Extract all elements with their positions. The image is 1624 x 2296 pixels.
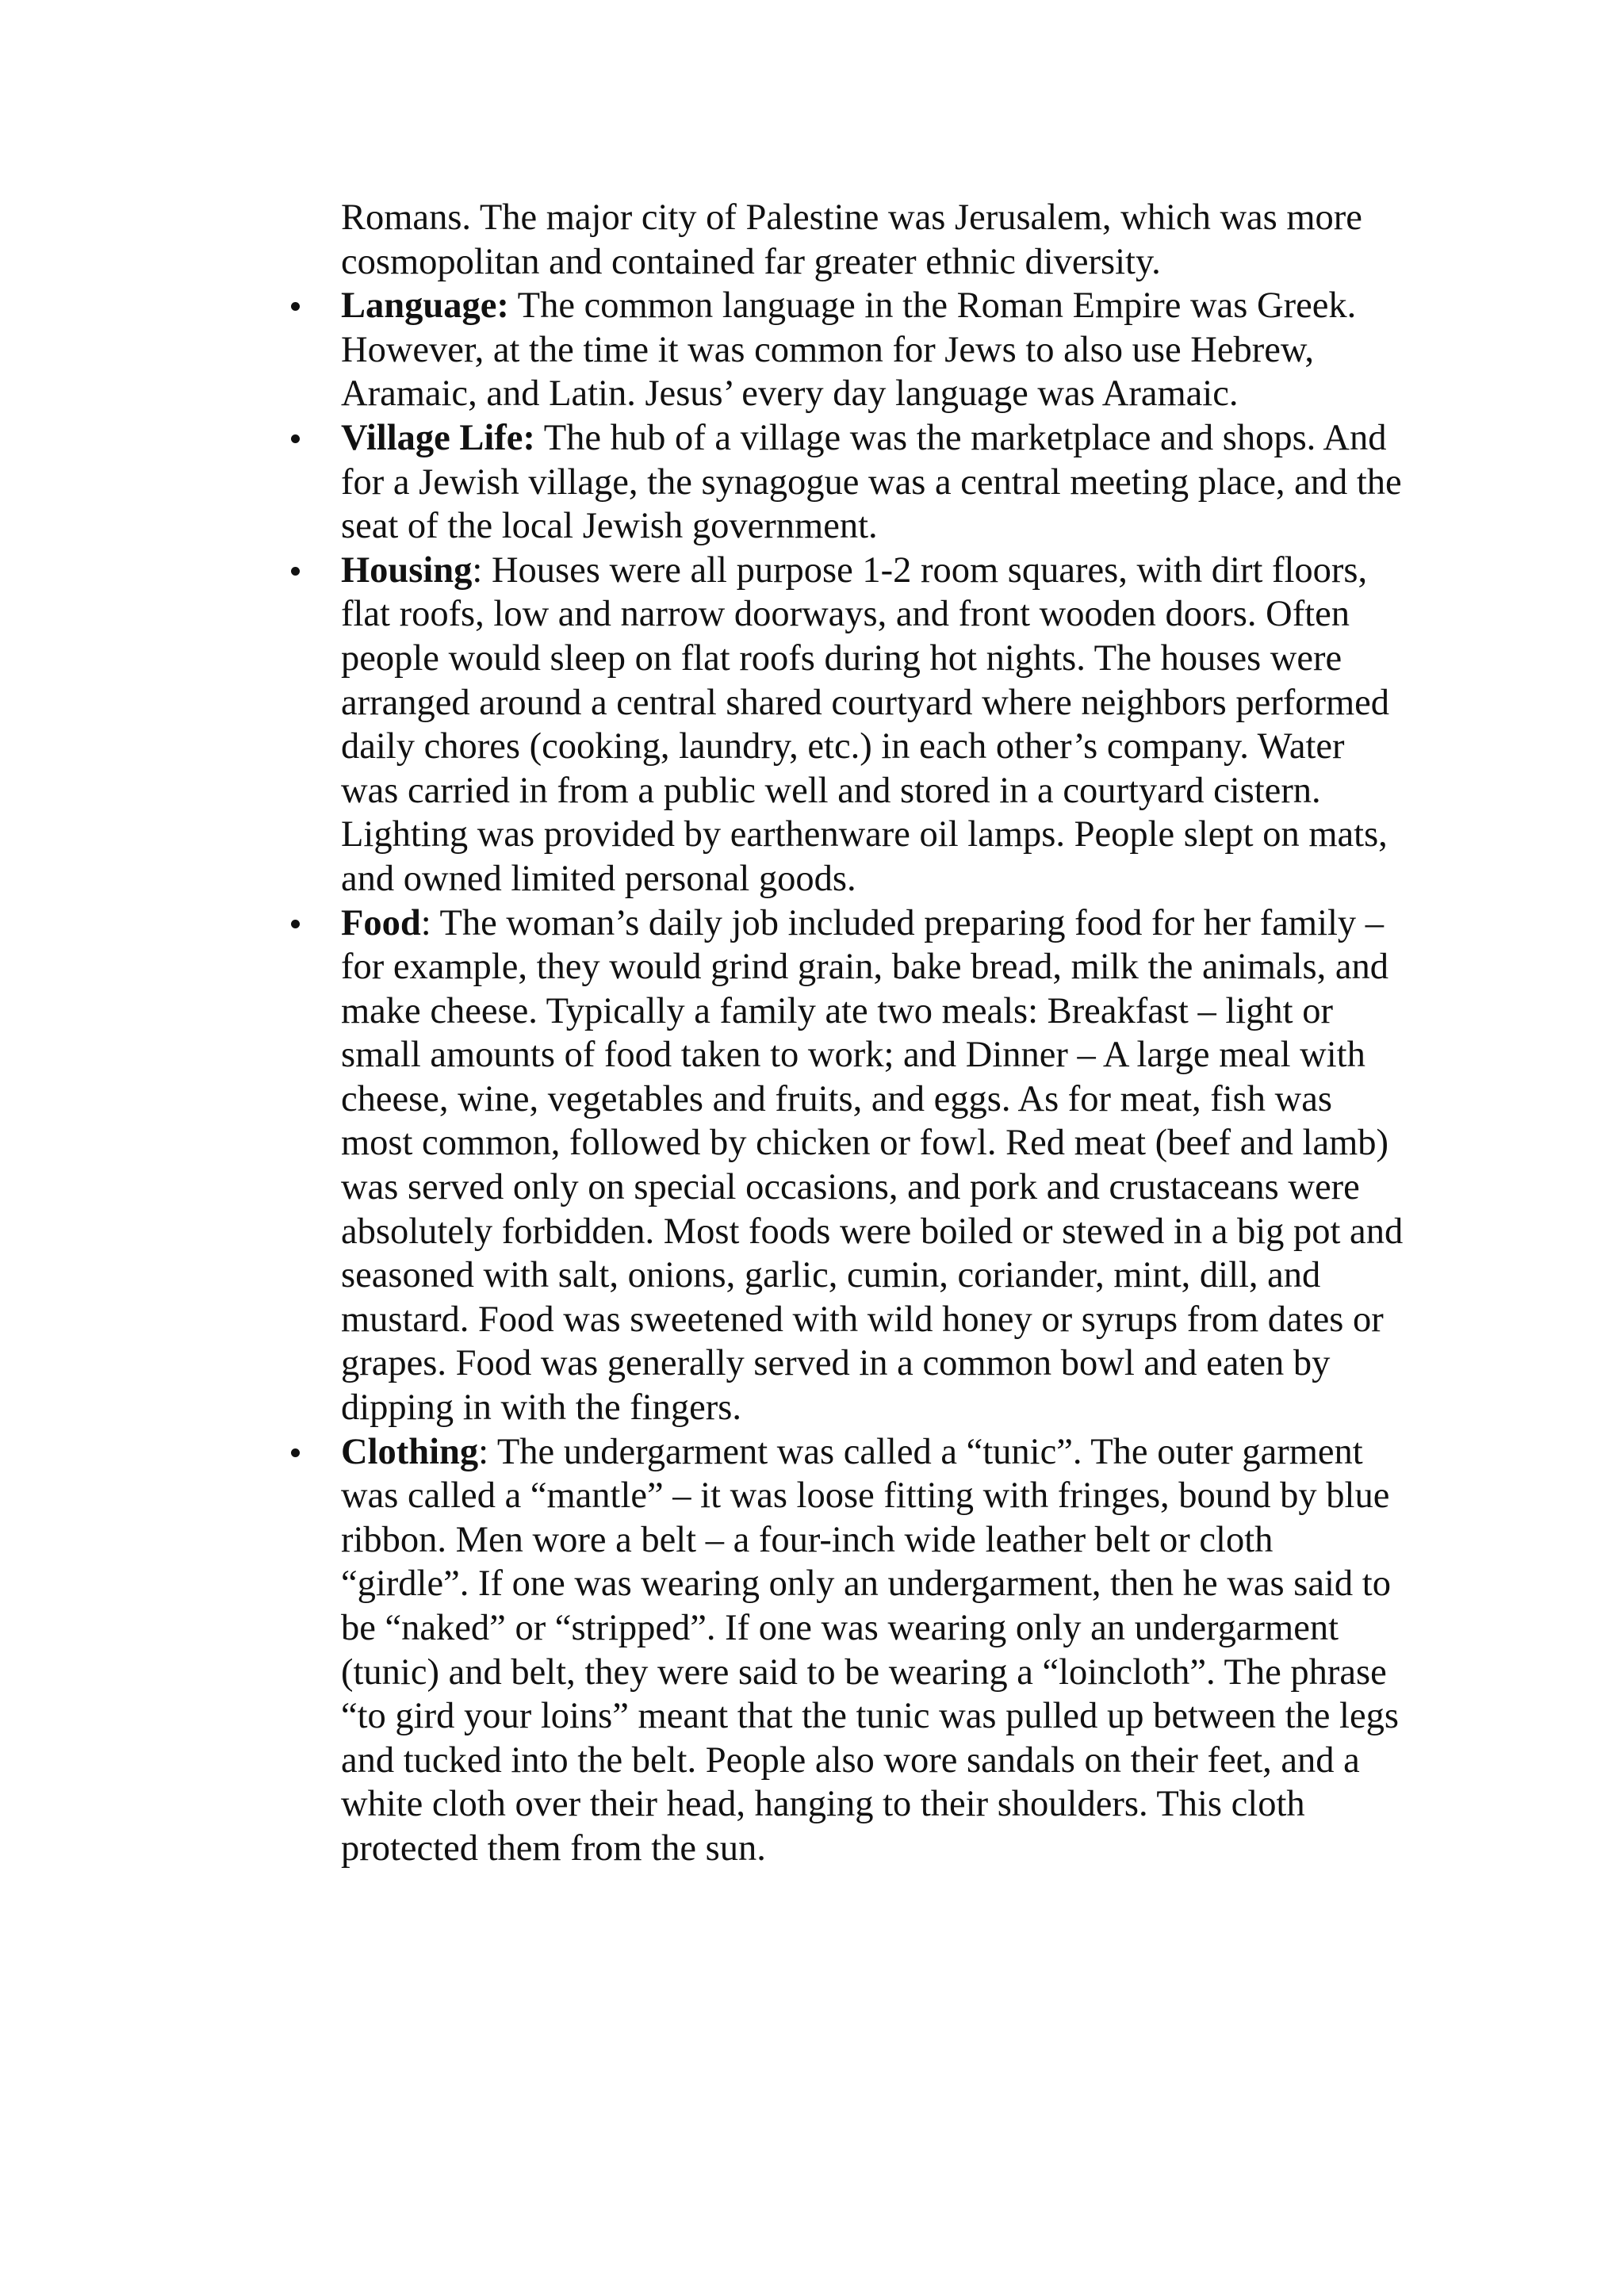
bullet-food [341, 901, 1404, 1430]
bullet-dot-icon [291, 920, 300, 928]
bullet-term-separator: : [478, 1431, 489, 1472]
bullet-term-separator: : [472, 549, 483, 591]
bullet-text: The undergarment was called a “tunic”. The outer garment was called a “mantle” – it was loose fitting with fringes, bound by blue ribbon. Men wore a belt – a four-inch wide leather belt or cloth “girdle”. If one was wearing only an undergarment, then he was said to be “naked” or “stripped”. If one was wearing only an undergarment (tunic) and belt, they were said to be wearing a “loincloth”. The phrase “to gird your loins” meant that the tunic was pulled up between the legs and tucked into the belt. People also wore sandals on their feet, and a white cloth over their head, hanging to their shoulders. This cloth protected them from the sun. [341, 1431, 1399, 1869]
bullet-text: The common language in the Roman Empire was Greek. However, at the time it was common for Jews to also use Hebrew, Aramaic, and Latin. Jesus’ every day language was Aramaic. [341, 285, 1357, 415]
bullet-clothing [341, 1430, 1404, 1871]
bullet-text: The hub of a village was the marketplace and shops. And for a Jewish village, the synagogue was a central meeting place, and the seat of the local Jewish government. [341, 417, 1402, 547]
bullet-dot-icon [291, 567, 300, 576]
bullet-term: Food [341, 902, 421, 943]
bullet-language [341, 284, 1404, 416]
bullet-village-life [341, 416, 1404, 549]
document-body [341, 196, 1404, 1871]
bullet-dot-icon [291, 1448, 300, 1457]
topic-bullet-list [341, 284, 1404, 1870]
bullet-text: Houses were all purpose 1-2 room squares, with dirt floors, flat roofs, low and narrow doorways, and front wooden doors. Often people would sleep on flat roofs during hot nights. The houses were arranged around a central shared courtyard where neighbors performed daily chores (cooking, laundry, etc.) in each other’s company. Water was carried in from a public well and stored in a courtyard cistern. Lighting was provided by earthenware oil lamps. People slept on mats, and owned limited personal goods. [341, 549, 1390, 899]
bullet-term-separator: : [420, 902, 431, 943]
bullet-text: The woman’s daily job included preparing food for her family – for example, they would grind grain, bake bread, milk the animals, and make cheese. Typically a family ate two meals: Breakfast – light or small amounts of food taken to work; and Dinner – A large meal with cheese, wine, vegetables and fruits, and eggs. As for meat, fish was most common, followed by chicken or fowl. Red meat (beef and lamb) was served only on special occasions, and pork and crustaceans were absolutely forbidden. Most foods were boiled or stewed in a big pot and seasoned with salt, onions, garlic, cumin, coriander, mint, dill, and mustard. Food was sweetened with wild honey or syrups from dates or grapes. Food was generally served in a common bowl and eaten by dipping in with the fingers. [341, 902, 1404, 1429]
bullet-dot-icon [291, 434, 300, 443]
bullet-term: Village Life: [341, 417, 535, 458]
bullet-dot-icon [291, 302, 300, 311]
bullet-term: Language: [341, 285, 509, 327]
continuation-paragraph: Romans. The major city of Palestine was Jerusalem, which was more cosmopolitan and contained far greater ethnic diversity. [341, 197, 1362, 282]
bullet-term: Housing [341, 549, 473, 591]
bullet-housing [341, 549, 1404, 901]
bullet-term: Clothing [341, 1431, 479, 1472]
